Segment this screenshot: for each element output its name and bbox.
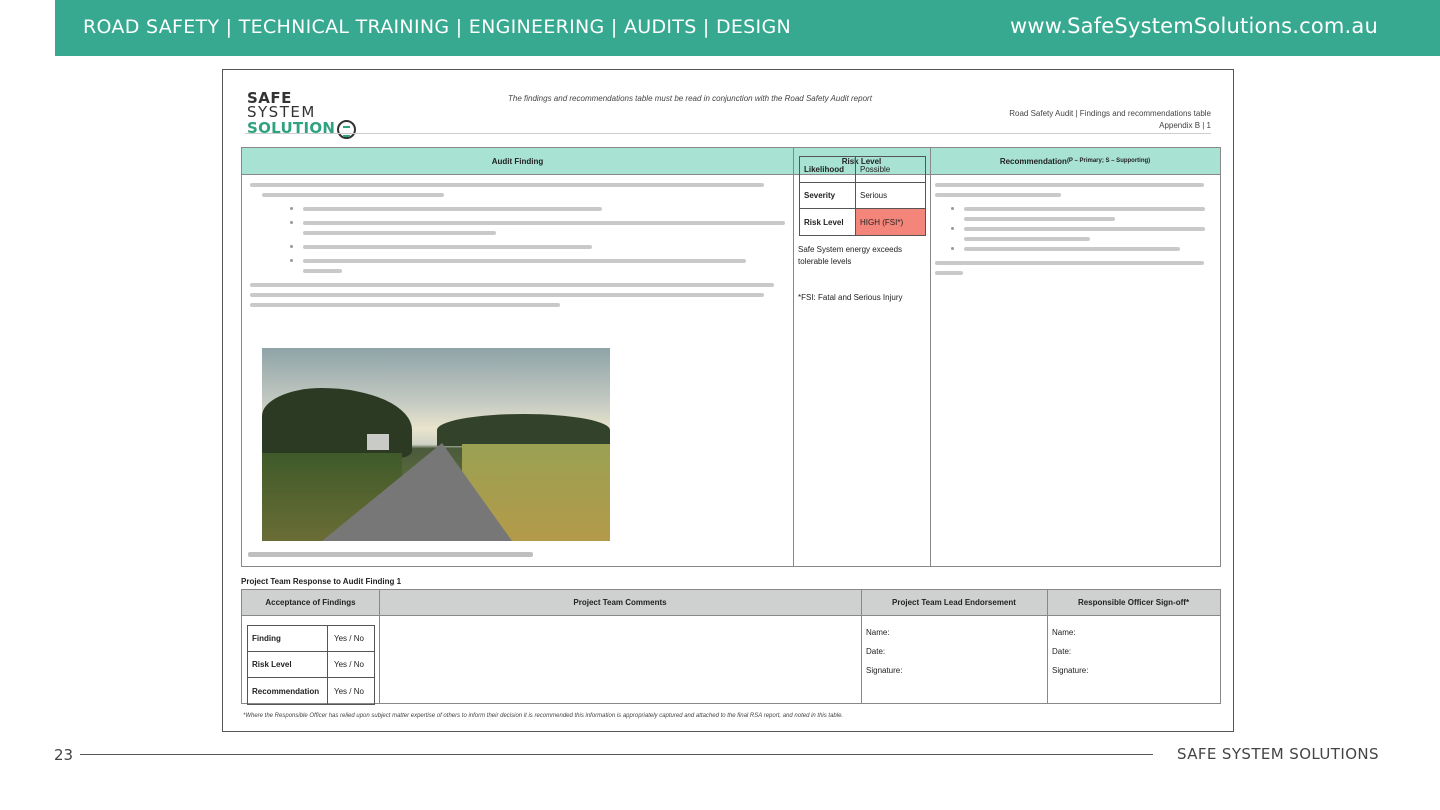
- appendix-label: Appendix B | 1: [1159, 121, 1211, 131]
- signoff-fields: [1052, 624, 1088, 680]
- header-audit-finding: Audit Finding: [242, 148, 793, 175]
- header-comments: Project Team Comments: [379, 590, 861, 616]
- acceptance-value: Yes / No: [334, 686, 364, 696]
- risk-label: Likelihood: [800, 157, 856, 182]
- column-divider: [793, 148, 794, 566]
- website-url[interactable]: www.SafeSystemSolutions.com.au: [1010, 14, 1378, 38]
- logo-line-3: [247, 120, 367, 139]
- acceptance-label: Risk Level: [248, 652, 328, 677]
- risk-label: Risk Level: [800, 209, 856, 235]
- header-recommendation-label: Recommendation: [999, 156, 1067, 166]
- signature-field: Signature:: [866, 665, 903, 675]
- document-title-block: [1009, 108, 1211, 133]
- response-title: Project Team Response to Audit Finding 1: [241, 577, 402, 586]
- logo-s-icon: [337, 120, 356, 139]
- recommendation-text-blurred: [935, 183, 1215, 281]
- risk-value: Serious: [860, 191, 888, 200]
- column-divider: [379, 590, 380, 703]
- acceptance-row: [248, 626, 374, 652]
- risk-value: Possible: [860, 165, 891, 174]
- risk-row: [800, 209, 925, 235]
- risk-note: Safe System energy exceeds tolerable levels: [798, 245, 903, 266]
- services-list: ROAD SAFETY | TECHNICAL TRAINING | ENGINEERING | AUDITS | DESIGN: [83, 16, 791, 38]
- acceptance-label: Recommendation: [248, 678, 328, 704]
- column-divider: [930, 148, 931, 566]
- footnote: *Where the Responsible Officer has relied upon subject matter expertise of others to inform their decision it is recommended this information is appropriately captured and attached to the final RSA report, and noted in this table.: [243, 713, 844, 719]
- road-photo: [262, 348, 610, 541]
- findings-table: [241, 147, 1221, 567]
- header-recommendation: [930, 148, 1220, 175]
- date-field: Date:: [1052, 646, 1072, 656]
- name-field: Name:: [866, 628, 890, 637]
- name-field: Name:: [1052, 628, 1076, 637]
- column-divider: [861, 590, 862, 703]
- acceptance-row: [248, 678, 374, 704]
- header-risk-level: Risk Level: [793, 148, 930, 175]
- acceptance-label: Finding: [248, 626, 328, 651]
- top-banner: [55, 0, 1440, 56]
- risk-label: Severity: [800, 183, 856, 208]
- risk-level-high-badge: HIGH (FSI*): [856, 209, 925, 235]
- acceptance-row: [248, 652, 374, 678]
- footer-divider: [80, 754, 1153, 755]
- page-number: 23: [54, 746, 74, 764]
- document-note: The findings and recommendations table must be read in conjunction with the Road Safety Audit report: [508, 94, 872, 103]
- column-divider: [1047, 590, 1048, 703]
- header-divider: [245, 133, 1211, 134]
- header-acceptance: Acceptance of Findings: [242, 590, 379, 616]
- header-recommendation-suffix: (P – Primary; S – Supporting): [1066, 158, 1151, 164]
- photo-caption-blurred: [248, 552, 533, 557]
- report-title: Road Safety Audit | Findings and recommendations table: [1009, 109, 1211, 118]
- acceptance-matrix: [247, 625, 375, 705]
- company-logo: [247, 89, 367, 139]
- document-page: [222, 69, 1234, 732]
- logo-line-3-text: SOLUTION: [247, 119, 336, 138]
- risk-row: [800, 157, 925, 183]
- response-table: [241, 589, 1221, 704]
- header-endorsement: Project Team Lead Endorsement: [861, 590, 1047, 616]
- logo-line-1: SAFE: [247, 89, 292, 107]
- risk-matrix: [799, 156, 926, 236]
- header-signoff: Responsible Officer Sign-off*: [1047, 590, 1220, 616]
- logo-line-2: SYSTEM: [247, 102, 316, 121]
- endorsement-fields: [866, 624, 902, 680]
- footer-brand: SAFE SYSTEM SOLUTIONS: [1177, 745, 1379, 763]
- risk-row: [800, 183, 925, 209]
- date-field: Date:: [866, 646, 886, 656]
- finding-text-blurred: [250, 183, 785, 313]
- acceptance-value: Yes / No: [334, 634, 364, 643]
- acceptance-value: Yes / No: [334, 660, 364, 669]
- signature-field: Signature:: [1052, 665, 1089, 675]
- fsi-note: *FSI: Fatal and Serious Injury: [798, 293, 903, 302]
